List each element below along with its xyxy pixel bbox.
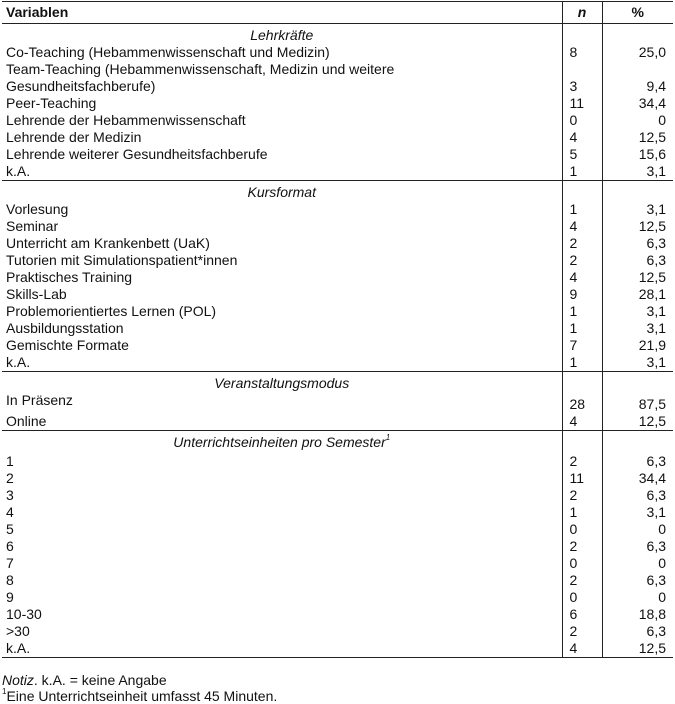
row-label-line: k.A. <box>6 163 31 179</box>
section-title-row <box>2 24 673 45</box>
table-row <box>2 163 673 181</box>
section-title-n-cell <box>562 431 602 452</box>
footnote-mark: 1 <box>2 687 7 696</box>
row-n: 1 <box>562 303 602 320</box>
table-header-row <box>2 2 673 24</box>
row-label <box>2 521 562 538</box>
row-percent: 6,3 <box>646 487 666 503</box>
section-title-footnote-mark: 1 <box>385 433 391 442</box>
row-n: 9 <box>562 286 602 303</box>
row-label-line: Lehrende der Medizin <box>6 129 142 145</box>
table-row <box>2 640 673 658</box>
row-label-line: Peer-Teaching <box>6 95 97 111</box>
row-label-line: Ausbildungsstation <box>6 320 124 336</box>
row-n: 3 <box>562 61 602 95</box>
row-label <box>2 451 562 470</box>
section-title <box>2 181 562 202</box>
row-label-line: 9 <box>6 589 14 605</box>
row-label <box>2 218 562 235</box>
table-row <box>2 252 673 269</box>
row-label <box>2 286 562 303</box>
row-percent: 6,3 <box>646 453 666 469</box>
row-label <box>2 470 562 487</box>
row-label <box>2 95 562 112</box>
row-percent: 12,5 <box>602 413 673 431</box>
row-percent: 12,5 <box>638 129 666 145</box>
row-percent: 87,5 <box>638 396 666 412</box>
row-percent: 3,1 <box>646 201 666 217</box>
row-label-line: 8 <box>6 572 14 588</box>
row-label-line: 5 <box>6 521 14 537</box>
row-label <box>2 589 562 606</box>
row-n: 4 <box>562 129 602 146</box>
header-variable: Variablen <box>2 2 562 24</box>
table-row <box>2 44 673 61</box>
row-label <box>2 320 562 337</box>
row-label-line: Co-Teaching (Hebammenwissenschaft und Medizin) <box>6 44 330 60</box>
table-row <box>2 320 673 337</box>
row-label-line: k.A. <box>6 640 31 656</box>
section-title-pct-cell <box>602 372 673 393</box>
row-percent: 0 <box>658 555 666 571</box>
row-label <box>2 354 562 372</box>
section-title-text: Veranstaltungsmodus <box>214 375 350 391</box>
row-percent: 12,5 <box>602 640 673 658</box>
row-n: 1 <box>562 354 602 372</box>
table-row <box>2 61 673 95</box>
row-n: 2 <box>562 538 602 555</box>
section-title <box>2 372 562 393</box>
row-n: 1 <box>562 163 602 181</box>
row-percent: 6,3 <box>646 235 666 251</box>
row-label-line: Praktisches Training <box>6 269 133 285</box>
row-n: 5 <box>562 146 602 163</box>
table-row <box>2 269 673 286</box>
row-label <box>2 44 562 61</box>
table-row <box>2 623 673 640</box>
row-percent: 3,1 <box>602 354 673 372</box>
notiz-label: Notiz <box>2 672 34 688</box>
section-title-row <box>2 372 673 393</box>
section-title-row <box>2 181 673 202</box>
row-n: 2 <box>562 623 602 640</box>
row-n: 11 <box>562 95 602 112</box>
table-row <box>2 589 673 606</box>
table-row <box>2 606 673 623</box>
row-label <box>2 555 562 572</box>
row-percent: 6,3 <box>646 538 666 554</box>
table-row <box>2 201 673 218</box>
row-label <box>2 538 562 555</box>
row-label <box>2 337 562 354</box>
row-percent: 0 <box>658 589 666 605</box>
section-title <box>2 24 562 45</box>
row-percent: 34,4 <box>638 95 666 111</box>
row-percent: 25,0 <box>638 44 666 60</box>
row-n: 28 <box>562 392 602 413</box>
row-n: 1 <box>562 201 602 218</box>
row-label-line: In Präsenz <box>6 392 73 408</box>
table-row <box>2 538 673 555</box>
header-n: n <box>562 2 602 24</box>
row-n: 4 <box>562 269 602 286</box>
row-label-line: Unterricht am Krankenbett (UaK) <box>6 235 210 251</box>
row-percent: 6,3 <box>646 572 666 588</box>
row-percent: 15,6 <box>638 146 666 162</box>
row-n: 2 <box>562 487 602 504</box>
row-label-line: 1 <box>6 453 14 469</box>
section-title-pct-cell <box>602 24 673 45</box>
row-label <box>2 504 562 521</box>
header-percent: % <box>602 2 673 24</box>
section-title-pct-cell <box>602 431 673 452</box>
row-percent: 21,9 <box>638 337 666 353</box>
row-percent: 12,5 <box>638 269 666 285</box>
row-label-line: Online <box>6 413 47 429</box>
table-row <box>2 218 673 235</box>
row-label-line: 3 <box>6 487 14 503</box>
row-label <box>2 303 562 320</box>
row-n: 11 <box>562 470 602 487</box>
table-row <box>2 413 673 431</box>
footnote-line <box>2 688 673 704</box>
row-n: 1 <box>562 320 602 337</box>
table-row <box>2 555 673 572</box>
row-percent: 3,1 <box>602 163 673 181</box>
section-title-text: Kursformat <box>247 184 316 200</box>
section-title-n-cell <box>562 181 602 202</box>
row-label <box>2 61 562 95</box>
table-row <box>2 337 673 354</box>
row-percent: 28,1 <box>638 286 666 302</box>
table-notes <box>2 672 673 704</box>
row-label-line-2: Gesundheitsfachberufe) <box>6 78 156 94</box>
row-n: 0 <box>562 521 602 538</box>
section-title-n-cell <box>562 372 602 393</box>
table-row <box>2 303 673 320</box>
row-n: 4 <box>562 640 602 658</box>
row-label <box>2 163 562 181</box>
row-label-line: Gemischte Formate <box>6 337 129 353</box>
row-percent: 12,5 <box>638 218 666 234</box>
table-row <box>2 95 673 112</box>
row-percent: 3,1 <box>646 504 666 520</box>
row-label <box>2 252 562 269</box>
row-label-line: Vorlesung <box>6 201 69 217</box>
table-row <box>2 112 673 129</box>
row-percent: 6,3 <box>646 623 666 639</box>
table-row <box>2 521 673 538</box>
row-n: 2 <box>562 572 602 589</box>
section-title-pct-cell <box>602 181 673 202</box>
row-label <box>2 235 562 252</box>
row-label <box>2 112 562 129</box>
row-n: 6 <box>562 606 602 623</box>
row-label-line: Tutorien mit Simulationspatient*innen <box>6 252 238 268</box>
row-n: 7 <box>562 337 602 354</box>
row-label <box>2 623 562 640</box>
row-n: 0 <box>562 555 602 572</box>
section-title-text: Lehrkräfte <box>250 27 314 43</box>
row-label <box>2 606 562 623</box>
row-n: 0 <box>562 589 602 606</box>
results-table <box>2 1 673 658</box>
table-row <box>2 235 673 252</box>
row-n: 0 <box>562 112 602 129</box>
section-title-n-cell <box>562 24 602 45</box>
row-label-line: 7 <box>6 555 14 571</box>
row-label <box>2 640 562 658</box>
section-title <box>2 431 562 452</box>
footnote-text: Eine Unterrichtseinheit umfasst 45 Minuten. <box>6 688 278 704</box>
row-label-line: Team-Teaching (Hebammenwissenschaft, Medizin und weitere <box>6 61 395 77</box>
row-percent: 18,8 <box>638 606 666 622</box>
row-label <box>2 572 562 589</box>
row-n: 2 <box>562 451 602 470</box>
row-label-line: k.A. <box>6 354 31 370</box>
notiz-line <box>2 672 673 688</box>
table-row <box>2 470 673 487</box>
row-percent: 0 <box>658 112 666 128</box>
row-percent: 3,1 <box>646 303 666 319</box>
table-row <box>2 504 673 521</box>
row-label <box>2 413 562 431</box>
row-n: 2 <box>562 252 602 269</box>
row-percent: 34,4 <box>638 470 666 486</box>
section-title-text: Unterrichtseinheiten pro Semester <box>173 434 386 450</box>
row-percent: 9,4 <box>646 78 666 94</box>
row-label <box>2 487 562 504</box>
row-label-line: 4 <box>6 504 14 520</box>
row-label <box>2 392 562 413</box>
row-label-line: 2 <box>6 470 14 486</box>
row-label-line: Lehrende der Hebammenwissenschaft <box>6 112 246 128</box>
table-row <box>2 392 673 413</box>
row-label-line: 10-30 <box>6 606 42 622</box>
row-percent: 0 <box>658 521 666 537</box>
row-label-line: Skills-Lab <box>6 286 67 302</box>
row-n: 1 <box>562 504 602 521</box>
table-row <box>2 286 673 303</box>
row-label-line: >30 <box>6 623 30 639</box>
row-n: 4 <box>562 218 602 235</box>
row-label-line: Lehrende weiterer Gesundheitsfachberufe <box>6 146 268 162</box>
row-percent: 3,1 <box>646 320 666 336</box>
row-n: 2 <box>562 235 602 252</box>
section-title-row <box>2 431 673 452</box>
row-n: 4 <box>562 413 602 431</box>
row-n: 8 <box>562 44 602 61</box>
table-row <box>2 572 673 589</box>
table-row <box>2 451 673 470</box>
row-label <box>2 146 562 163</box>
table-row <box>2 354 673 372</box>
table-row <box>2 487 673 504</box>
row-label <box>2 201 562 218</box>
row-label-line: Problemorientiertes Lernen (POL) <box>6 303 217 319</box>
table-row <box>2 146 673 163</box>
row-percent: 6,3 <box>646 252 666 268</box>
row-label <box>2 129 562 146</box>
table-row <box>2 129 673 146</box>
row-label <box>2 269 562 286</box>
notiz-text: . k.A. = keine Angabe <box>33 672 167 688</box>
row-label-line: 6 <box>6 538 14 554</box>
row-label-line: Seminar <box>6 218 59 234</box>
